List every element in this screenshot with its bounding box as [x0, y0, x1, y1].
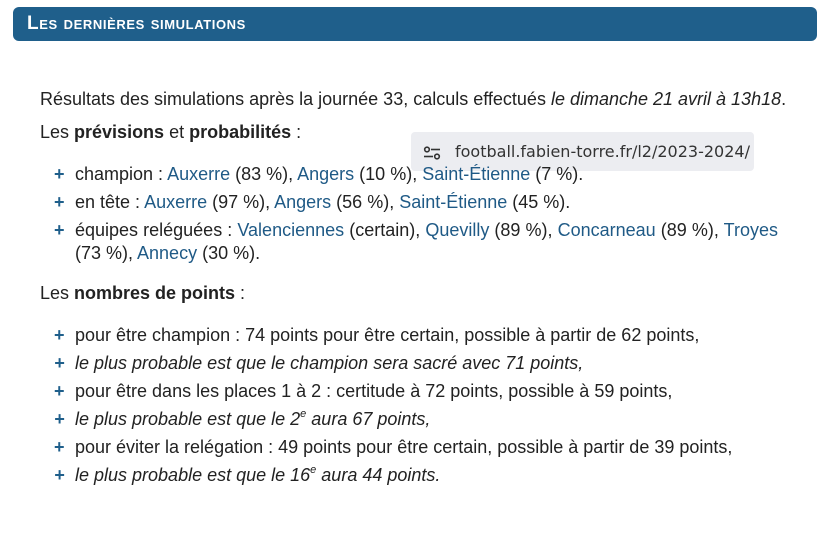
- plus-icon: +: [54, 192, 65, 212]
- team-link-auxerre[interactable]: Auxerre: [167, 164, 231, 184]
- list-item-points-champion: + pour être champion : 74 points pour être certain, possible à partir de 62 points,: [54, 325, 700, 345]
- team-link-troyes[interactable]: Troyes: [723, 220, 778, 240]
- team-link-auxerre[interactable]: Auxerre: [144, 192, 208, 212]
- team-link-quevilly[interactable]: Quevilly: [425, 220, 490, 240]
- plus-icon: +: [54, 409, 65, 429]
- simulation-date: le dimanche 21 avril à 13h18: [550, 89, 782, 109]
- team-link-concarneau[interactable]: Concarneau: [557, 220, 656, 240]
- url-text: football.fabien-torre.fr/l2/2023-2024/: [455, 142, 750, 161]
- intro-paragraph: Résultats des simulations après la journée 33, calculs effectués le dimanche 21 avril à 13h18.: [40, 89, 787, 109]
- team-link-annecy[interactable]: Annecy: [137, 243, 198, 263]
- list-item-points-top2: + pour être dans les places 1 à 2 : certitude à 72 points, possible à 59 points,: [54, 381, 673, 401]
- plus-icon: +: [54, 164, 65, 184]
- simulation-content: [20, 88, 820, 492]
- team-link-saint-etienne[interactable]: Saint-Étienne: [399, 192, 508, 212]
- section-header: [13, 7, 817, 41]
- previsions-heading: Les prévisions et probabilités :: [40, 122, 302, 142]
- list-item-points-sixteenth-probable: + le plus probable est que le 16e aura 44 points.: [54, 464, 441, 485]
- list-item-en-tete: + en tête : Auxerre (97 %), Angers (56 %), Saint-Étienne (45 %).: [54, 192, 571, 212]
- plus-icon: +: [54, 220, 65, 240]
- list-item-points-champion-probable: + le plus probable est que le champion sera sacré avec 71 points,: [54, 353, 584, 373]
- plus-icon: +: [54, 353, 65, 373]
- team-link-saint-etienne[interactable]: Saint-Étienne: [422, 164, 531, 184]
- team-link-angers[interactable]: Angers: [274, 192, 332, 212]
- points-heading: Les nombres de points :: [40, 283, 246, 303]
- team-link-valenciennes[interactable]: Valenciennes: [237, 220, 345, 240]
- section-title: Les dernières simulations: [27, 13, 246, 34]
- plus-icon: +: [54, 381, 65, 401]
- points-list: [20, 324, 820, 487]
- plus-icon: +: [54, 465, 65, 485]
- list-item-relegues: + équipes reléguées : Valenciennes (certain), Quevilly (89 %), Concarneau (89 %), Troyes (73 %), Annecy (30 %).: [54, 220, 778, 263]
- list-item-points-relegation: + pour éviter la relégation : 49 points pour être certain, possible à partir de 39 points,: [54, 437, 733, 457]
- list-item-champion: + champion : Auxerre (83 %), Angers (10 %), Saint-Étienne (7 %).: [54, 164, 584, 184]
- plus-icon: +: [54, 437, 65, 457]
- probabilities-list: [20, 163, 820, 265]
- team-link-angers[interactable]: Angers: [297, 164, 355, 184]
- plus-icon: +: [54, 325, 65, 345]
- list-item-points-second-probable: + le plus probable est que le 2e aura 67 points,: [54, 408, 431, 429]
